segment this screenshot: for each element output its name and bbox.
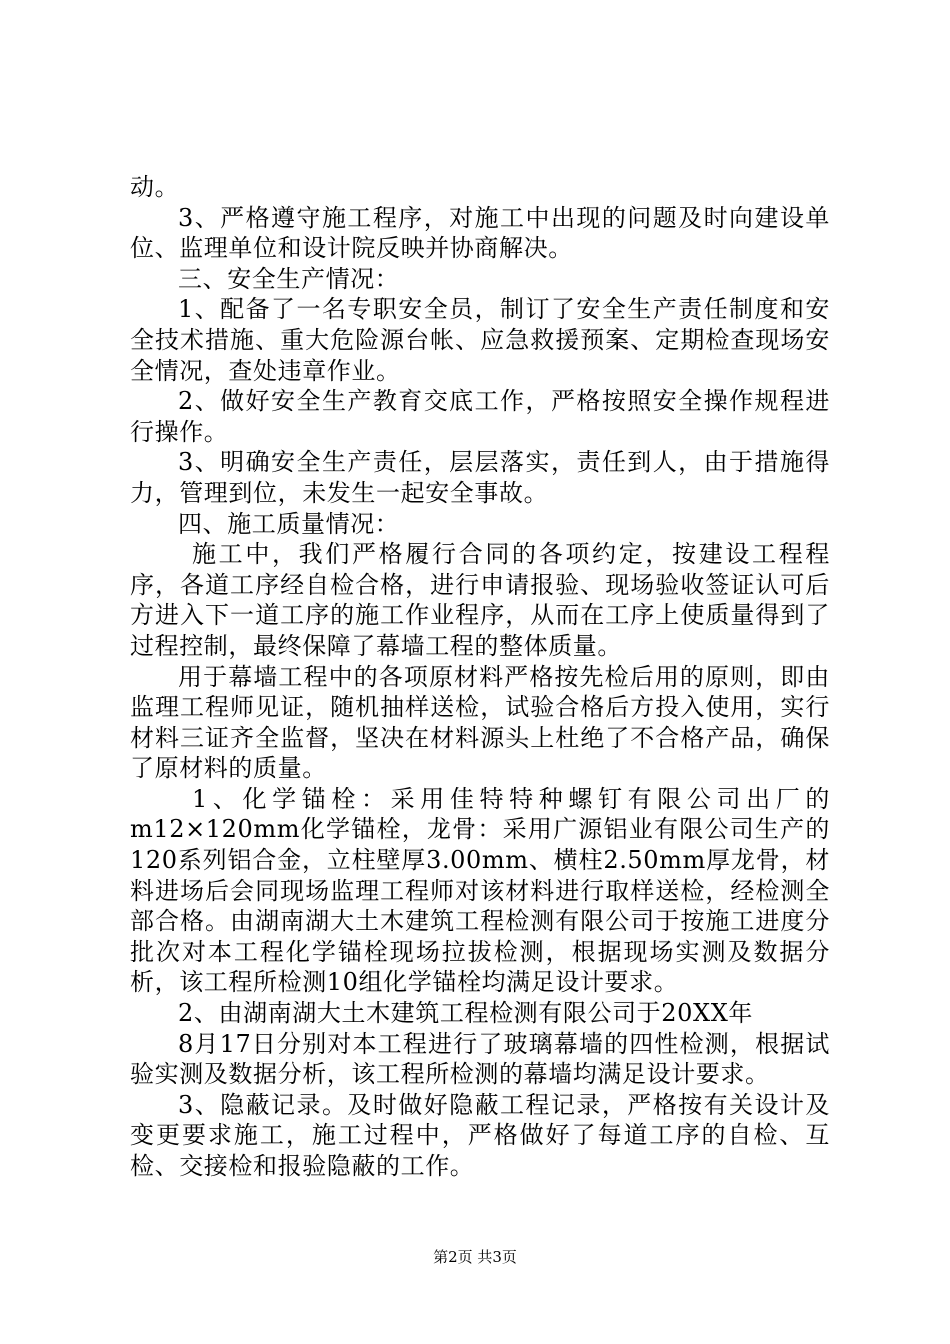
paragraph-quality-item-2: 2、由湖南湖大土木建筑工程检测有限公司于20XX年 — [178, 999, 753, 1028]
section-heading-safety: 三、安全生产情况： — [178, 264, 400, 293]
paragraph-materials: 用于幕墙工程中的各项原材料严格按先检后用的原则，即由监理工程师见证，随机抽样送检，试验合格后方投入使用，实行材料三证齐全监督，坚决在材料源头上杜绝了不合格产品，确保了原材料的质量。 — [130, 662, 830, 783]
paragraph-safety-item-3: 3、明确安全生产责任，层层落实，责任到人，由于措施得力，管理到位，未发生一起安全事故。 — [130, 448, 830, 507]
paragraph-safety-item-2: 2、做好安全生产教育交底工作，严格按照安全操作规程进行操作。 — [130, 387, 830, 446]
paragraph-item-3-procedure: 3、严格遵守施工程序，对施工中出现的问题及时向建设单位、监理单位和设计院反映并协商解决。 — [130, 203, 830, 263]
paragraph-safety-item-1: 1、配备了一名专职安全员，制订了安全生产责任制度和安全技术措施、重大危险源台帐、应急救援预案、定期检查现场安全情况，查处违章作业。 — [130, 295, 830, 385]
paragraph-quality-item-2-continued: 8月17日分别对本工程进行了玻璃幕墙的四性检测，根据试验实测及数据分析，该工程所检测的幕墙均满足设计要求。 — [130, 1029, 830, 1089]
paragraph-continuation: 动。 — [130, 173, 180, 201]
document-body — [130, 172, 830, 1182]
page-footer — [0, 1246, 950, 1267]
paragraph-quality-intro: 施工中，我们严格履行合同的各项约定，按建设工程程序，各道工序经自检合格，进行申请报验、现场验收签证认可后方进入下一道工序的施工作业程序，从而在工序上使质量得到了过程控制，最终保障了幕墙工程的整体质量。 — [130, 540, 830, 660]
page-number-label: 第2页 共3页 — [433, 1248, 517, 1266]
paragraph-quality-item-1: 1、化学锚栓：采用佳特特种螺钉有限公司出厂的m12×120mm化学锚栓，龙骨：采用广源铝业有限公司生产的120系列铝合金，立柱壁厚3.00mm、横柱2.50mm厚龙骨，材料进场后会同现场监理工程师对该材料进行取样送检，经检测全部合格。由湖南湖大土木建筑工程检测有限公司于按施工进度分批次对本工程化学锚栓现场拉拔检测，根据现场实测及数据分析，该工程所检测10组化学锚栓均满足设计要求。 — [130, 784, 830, 997]
paragraph-quality-item-3: 3、隐蔽记录。及时做好隐蔽工程记录，严格按有关设计及变更要求施工，施工过程中，严格做好了每道工序的自检、互检、交接检和报验隐蔽的工作。 — [130, 1090, 830, 1180]
section-heading-quality: 四、施工质量情况： — [178, 509, 400, 538]
